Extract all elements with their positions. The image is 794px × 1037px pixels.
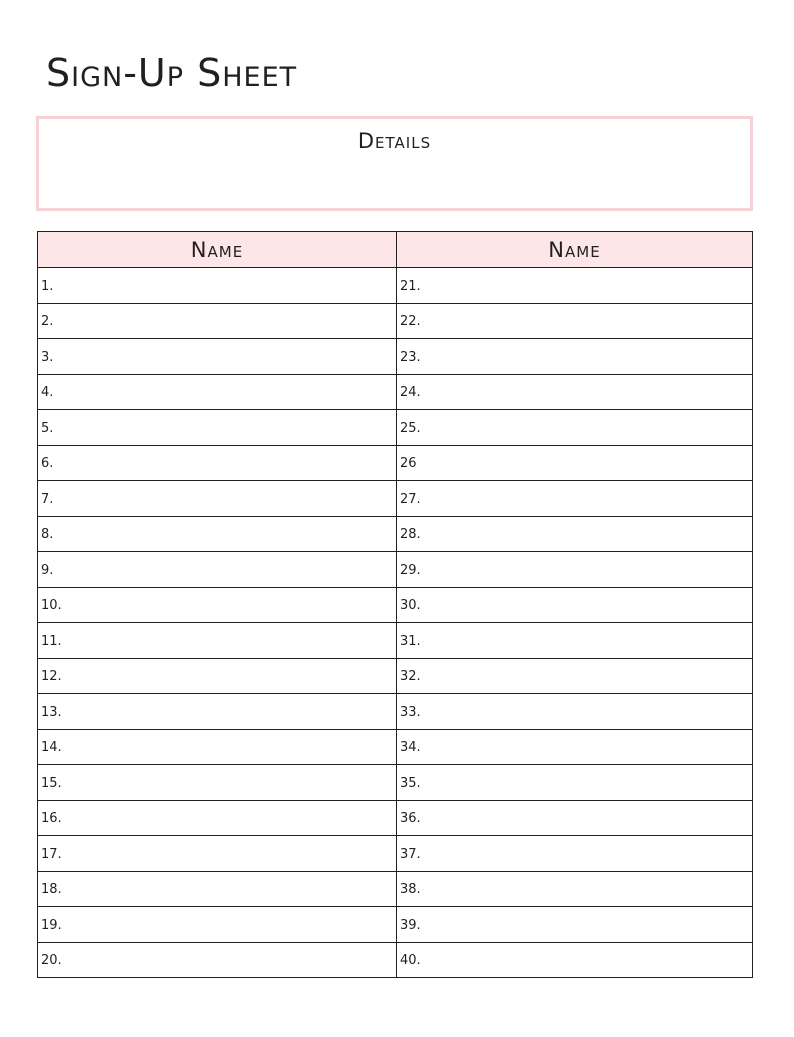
signup-name-cell[interactable]	[397, 516, 753, 552]
row-number: 20.	[41, 953, 62, 969]
signup-name-cell[interactable]	[397, 374, 753, 410]
row-number: 16.	[41, 811, 62, 827]
signup-name-cell[interactable]	[397, 765, 753, 801]
table-row	[38, 871, 753, 907]
signup-name-cell[interactable]	[38, 481, 397, 517]
signup-name-cell[interactable]	[38, 694, 397, 730]
table-row	[38, 836, 753, 872]
signup-name-cell[interactable]	[38, 303, 397, 339]
signup-table	[37, 231, 753, 978]
signup-name-cell[interactable]	[397, 729, 753, 765]
row-number: 1.	[41, 278, 54, 294]
row-number: 14.	[41, 740, 62, 756]
table-row	[38, 623, 753, 659]
row-number: 2.	[41, 314, 54, 330]
table-row	[38, 410, 753, 446]
row-number: 9.	[41, 562, 54, 578]
row-number: 25.	[400, 420, 421, 436]
signup-name-cell[interactable]	[38, 339, 397, 375]
signup-name-cell[interactable]	[397, 410, 753, 446]
signup-name-cell[interactable]	[397, 481, 753, 517]
row-number: 8.	[41, 527, 54, 543]
signup-name-cell[interactable]	[38, 374, 397, 410]
table-row	[38, 587, 753, 623]
table-row	[38, 694, 753, 730]
signup-name-cell[interactable]	[38, 268, 397, 304]
row-number: 3.	[41, 349, 54, 365]
column-header-name-left: Name	[38, 232, 397, 268]
table-row	[38, 942, 753, 978]
signup-rows	[38, 268, 753, 978]
signup-name-cell[interactable]	[397, 694, 753, 730]
row-number: 26	[400, 456, 417, 472]
signup-name-cell[interactable]	[397, 836, 753, 872]
row-number: 31.	[400, 633, 421, 649]
row-number: 30.	[400, 598, 421, 614]
table-row	[38, 374, 753, 410]
row-number: 5.	[41, 420, 54, 436]
signup-name-cell[interactable]	[38, 623, 397, 659]
row-number: 15.	[41, 775, 62, 791]
row-number: 11.	[41, 633, 62, 649]
signup-name-cell[interactable]	[38, 942, 397, 978]
row-number: 39.	[400, 917, 421, 933]
row-number: 23.	[400, 349, 421, 365]
signup-name-cell[interactable]	[38, 658, 397, 694]
signup-name-cell[interactable]	[38, 445, 397, 481]
signup-name-cell[interactable]	[38, 552, 397, 588]
row-number: 29.	[400, 562, 421, 578]
table-row	[38, 729, 753, 765]
row-number: 12.	[41, 669, 62, 685]
row-number: 7.	[41, 491, 54, 507]
signup-name-cell[interactable]	[38, 907, 397, 943]
row-number: 24.	[400, 385, 421, 401]
signup-name-cell[interactable]	[397, 268, 753, 304]
row-number: 21.	[400, 278, 421, 294]
signup-name-cell[interactable]	[397, 800, 753, 836]
row-number: 36.	[400, 811, 421, 827]
row-number: 27.	[400, 491, 421, 507]
signup-name-cell[interactable]	[38, 836, 397, 872]
page-title: Sign-Up Sheet	[46, 51, 298, 95]
signup-name-cell[interactable]	[397, 303, 753, 339]
row-number: 13.	[41, 704, 62, 720]
signup-name-cell[interactable]	[38, 587, 397, 623]
table-row	[38, 907, 753, 943]
signup-name-cell[interactable]	[397, 552, 753, 588]
row-number: 35.	[400, 775, 421, 791]
row-number: 34.	[400, 740, 421, 756]
signup-name-cell[interactable]	[38, 800, 397, 836]
row-number: 33.	[400, 704, 421, 720]
table-row	[38, 303, 753, 339]
table-row	[38, 481, 753, 517]
row-number: 19.	[41, 917, 62, 933]
signup-name-cell[interactable]	[397, 623, 753, 659]
signup-name-cell[interactable]	[38, 871, 397, 907]
signup-name-cell[interactable]	[397, 339, 753, 375]
row-number: 4.	[41, 385, 54, 401]
row-number: 38.	[400, 882, 421, 898]
signup-name-cell[interactable]	[38, 765, 397, 801]
row-number: 28.	[400, 527, 421, 543]
row-number: 17.	[41, 846, 62, 862]
row-number: 32.	[400, 669, 421, 685]
signup-name-cell[interactable]	[397, 907, 753, 943]
table-row	[38, 552, 753, 588]
column-header-name-right: Name	[397, 232, 753, 268]
table-row	[38, 765, 753, 801]
signup-name-cell[interactable]	[397, 942, 753, 978]
row-number: 18.	[41, 882, 62, 898]
row-number: 40.	[400, 953, 421, 969]
table-header-row	[38, 232, 753, 268]
signup-name-cell[interactable]	[397, 587, 753, 623]
details-label: Details	[357, 129, 432, 153]
table-row	[38, 339, 753, 375]
table-row	[38, 658, 753, 694]
signup-name-cell[interactable]	[38, 516, 397, 552]
row-number: 6.	[41, 456, 54, 472]
table-row	[38, 800, 753, 836]
signup-name-cell[interactable]	[38, 729, 397, 765]
table-row	[38, 268, 753, 304]
details-box[interactable]	[36, 116, 753, 211]
table-row	[38, 445, 753, 481]
table-row	[38, 516, 753, 552]
signup-name-cell[interactable]	[397, 445, 753, 481]
row-number: 37.	[400, 846, 421, 862]
row-number: 22.	[400, 314, 421, 330]
signup-name-cell[interactable]	[397, 871, 753, 907]
signup-name-cell[interactable]	[38, 410, 397, 446]
signup-name-cell[interactable]	[397, 658, 753, 694]
row-number: 10.	[41, 598, 62, 614]
